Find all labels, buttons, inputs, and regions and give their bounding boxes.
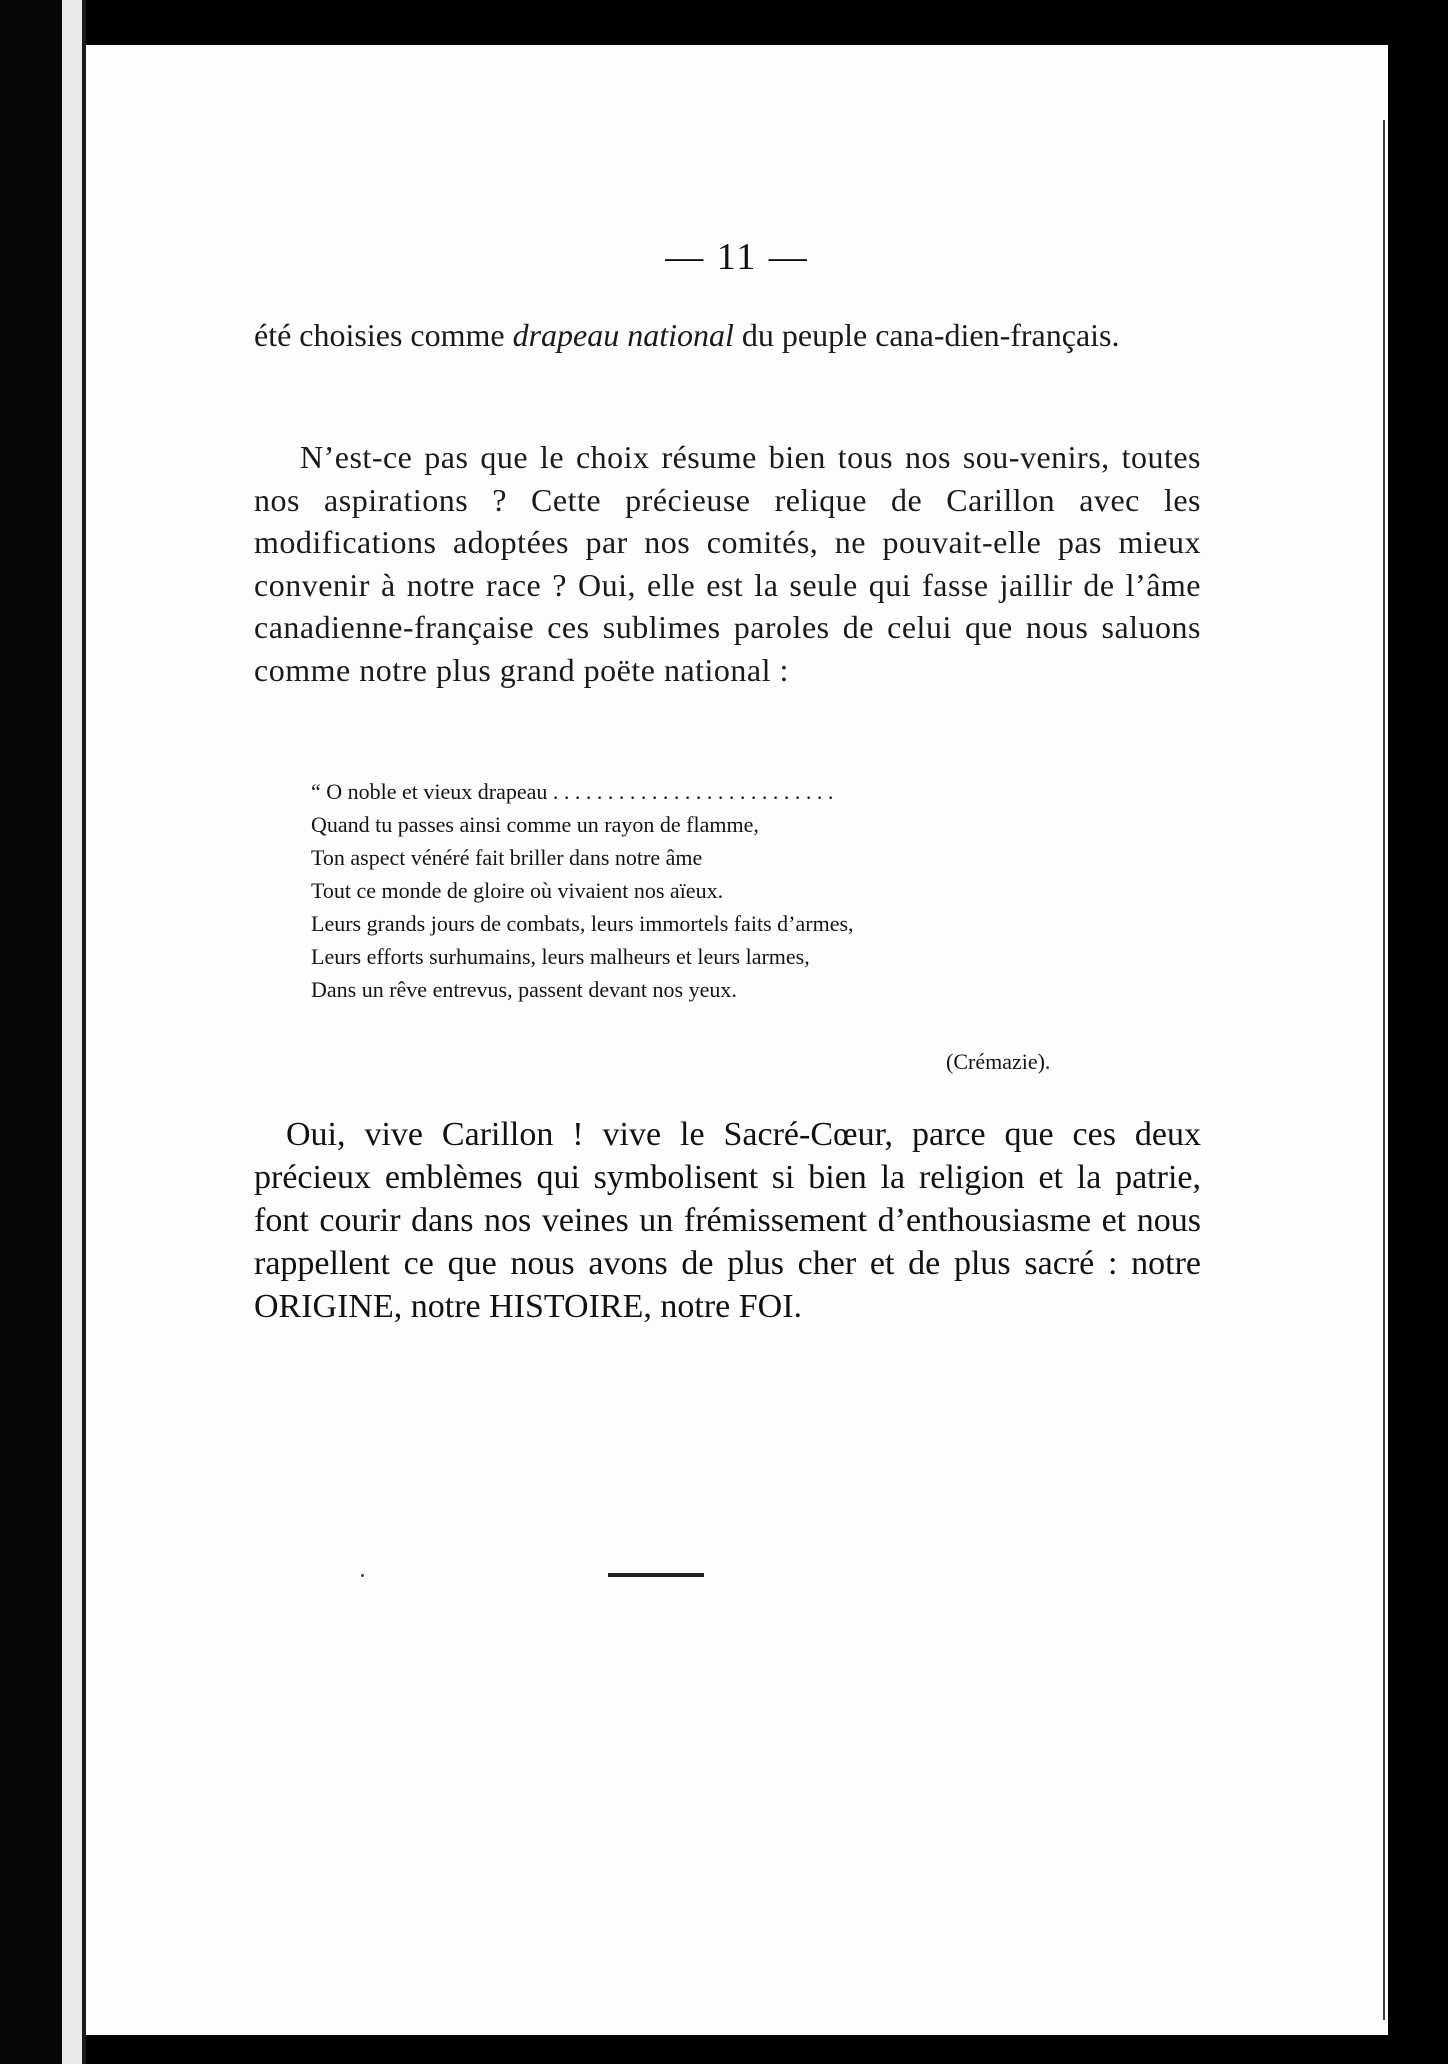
poem-line: “ O noble et vieux drapeau . . . . . . . . . . . . . . . . . . . . . . . . . .: [311, 779, 834, 804]
paragraph-1-italic-phrase: drapeau national: [512, 317, 734, 353]
poem-quote: [311, 775, 1171, 1006]
paragraph-1-text-end: du peuple cana-dien-français.: [733, 317, 1120, 353]
paragraph-1-text-start: été choisies comme: [254, 317, 513, 353]
page-number: — 11 —: [665, 236, 809, 278]
paragraph-3: Oui, vive Carillon ! vive le Sacré-Cœur, parce que ces deux précieux emblèmes qui symbolisent si bien la religion et la patrie, font courir dans nos veines un frémissement d’enthousiasme et nous rappellent ce que nous avons de plus cher et de plus sacré : notre ORIGINE, notre HISTOIRE, notre FOI.: [254, 1116, 1201, 1325]
poem-line: Dans un rêve entrevus, passent devant nos yeux.: [311, 977, 737, 1002]
book-page: [86, 45, 1388, 2035]
end-rule: [608, 1573, 704, 1577]
poem-attribution: (Crémazie).: [946, 1049, 1051, 1074]
scan-right-edge-line: [1383, 120, 1385, 2020]
poem-line: Leurs efforts surhumains, leurs malheurs et leurs larmes,: [311, 944, 810, 969]
paragraph-2: N’est-ce pas que le choix résume bien tous nos sou-venirs, toutes nos aspirations ? Cette précieuse relique de Carillon avec les modifications adoptées par nos comités, ne pouvait-elle pas mieux convenir à notre race ? Oui, elle est la seule qui fasse jaillir de l’âme canadienne-française ces sublimes paroles de celui que nous saluons comme notre plus grand poëte national :: [254, 439, 1201, 688]
poem-line: Quand tu passes ainsi comme un rayon de flamme,: [311, 812, 759, 837]
paragraph-1: [254, 313, 1201, 357]
scan-left-margin: [0, 0, 62, 2064]
poem-line: Leurs grands jours de combats, leurs immortels faits d’armes,: [311, 911, 854, 936]
book-spine-edge: [62, 0, 86, 2064]
poem-line: Tout ce monde de gloire où vivaient nos aïeux.: [311, 878, 724, 903]
poem-line: Ton aspect vénéré fait briller dans notre âme: [311, 845, 703, 870]
ink-speck: [361, 1574, 364, 1577]
